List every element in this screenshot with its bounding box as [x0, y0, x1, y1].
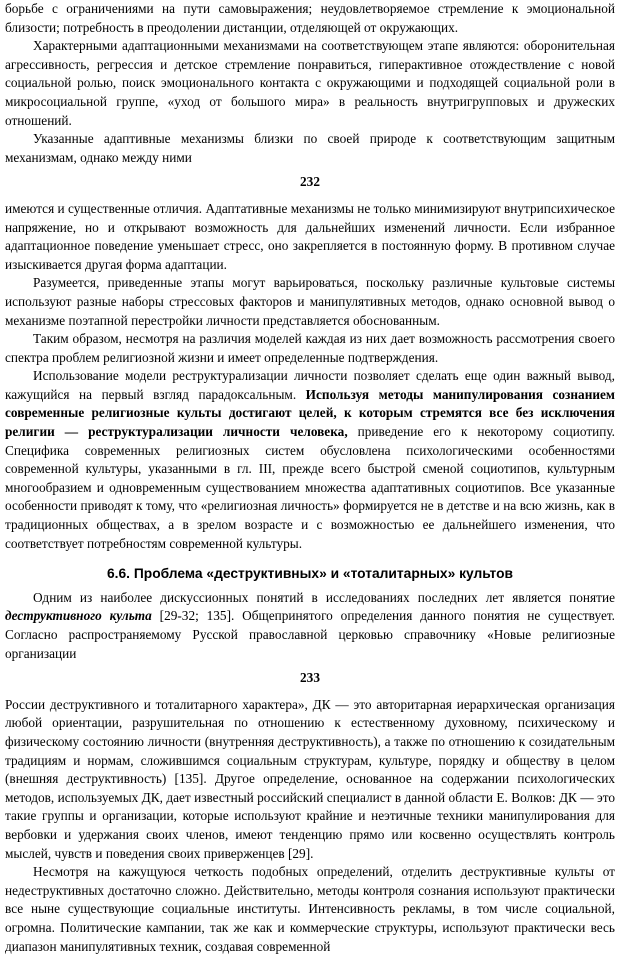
term-emphasis: деструктивного культа — [5, 608, 152, 624]
page-number: 232 — [300, 174, 320, 190]
paragraph: Характерными адаптационными механизмами на соответствующем этапе являются: оборонительная агрессивность, регрессия и детское стремление понравиться, гиперактивное отождествление с новой социальной ролью, поиск эмоционального контакта с окружающими и подходящей социальной роли в микросоциальной группе, «уход от большого мира» в реальность внутригрупповых и дружеских отношений. — [5, 38, 615, 128]
bold-emphasis-text: Используя методы манипулирования сознанием современные религиозные культы достигают целей, к которым стремятся все без исключения религии — реструктурализации личности человека, — [5, 386, 615, 440]
paragraph: Несмотря на кажущуюся четкость подобных определений, отделить деструктивные культы от недеструктивных достаточно сложно. Действительно, методы контроля сознания используют практически все ныне существующие социальные институты. Интенсивность рекламы, в том числе социальной, огромна. Политические кампании, так же как и коммерческие структуры, используют практически весь диапазон манипулятивных техник, создавая современной — [5, 864, 615, 954]
page-number: 233 — [300, 670, 320, 686]
paragraph — [5, 367, 615, 553]
paragraph: России деструктивного и тоталитарного характера», ДК — это авторитарная иерархическая организация любой ориентации, разрушительная по отношению к естественному духовному, психическому и физическому состоянию личности (внутренняя деструктивность), а также по отношению к созидательным традициям и нормам, сложившимся социальным структурам, культуре, порядку и обществу в целом (внешняя деструктивность) [135]. Другое определение, основанное на содержании психологических методов, используемых ДК, дает известный российский специалист в данной области Е. Волков: ДК — это такие группы и организации, которые используют крайние и неэтичные техники манипулирования для вербовки и удержания своих членов, имеют тенденцию прямо или косвенно осуществлять контроль мыслей, чувств и поведения своих приверженцев [29]. — [5, 696, 615, 861]
paragraph-text: [29-32; 135]. Общепринятого определения данного понятия не существует. Согласно распространяемому Русской православной церковью справочнику «Новые религиозные организации — [5, 608, 615, 661]
paragraph: имеются и существенные отличия. Адаптативные механизмы не только минимизируют внутрипсихическое напряжение, но и открывают возможность для дальнейших изменений личности. Если избранное адаптационное поведение уменьшает стресс, оно закрепляется в постоянную форму. В противном случае изыскивается другая форма адаптации. — [5, 200, 615, 272]
paragraph: Таким образом, несмотря на различия моделей каждая из них дает возможность рассмотрения своего спектра проблем религиозной жизни и имеет определенные подтверждения. — [5, 331, 615, 365]
paragraph: Разумеется, приведенные этапы могут варьироваться, поскольку различные культовые системы используют разные наборы стрессовых факторов и манипулятивных методов, однако основной вывод о механизме поэтапной перестройки личности представляется обоснованным. — [5, 275, 615, 328]
paragraph-text: приведение его к некоторому социотипу. Специфика современных религиозных систем обусловлена психологическими особенностями современной культуры, указанными в гл. III, прежде всего быстрой сменой социотипов, культурным многообразием и одновременным существованием множества адаптативных социотипов. Все указанные особенности приводят к тому, что «религиозная личность» формируется не в детстве и на всю жизнь, как в традиционных обществах, а в зрелом возрасте и с возможностью ее дальнейшего изменения, что соответствует потребностям современной культуры. — [5, 424, 616, 551]
paragraph — [5, 589, 615, 663]
paragraph-text: Использование модели реструктурализации личности позволяет сделать еще один важный вывод, кажущийся на первый взгляд парадоксальным. — [5, 368, 615, 402]
section-heading: 6.6. Проблема «деструктивных» и «тоталитарных» культов — [107, 566, 513, 582]
paragraph-text: Одним из наиболее дискуссионных понятий в исследованиях последних лет является понятие — [33, 589, 615, 605]
paragraph: борьбе с ограничениями на пути самовыражения; неудовлетворяемое стремление к эмоциональной близости; потребность в преодолении дистанции, отделяющей от окружающих. — [5, 1, 615, 35]
paragraph: Указанные адаптивные механизмы близки по своей природе к соответствующим защитным механизмам, однако между ними — [5, 131, 615, 165]
